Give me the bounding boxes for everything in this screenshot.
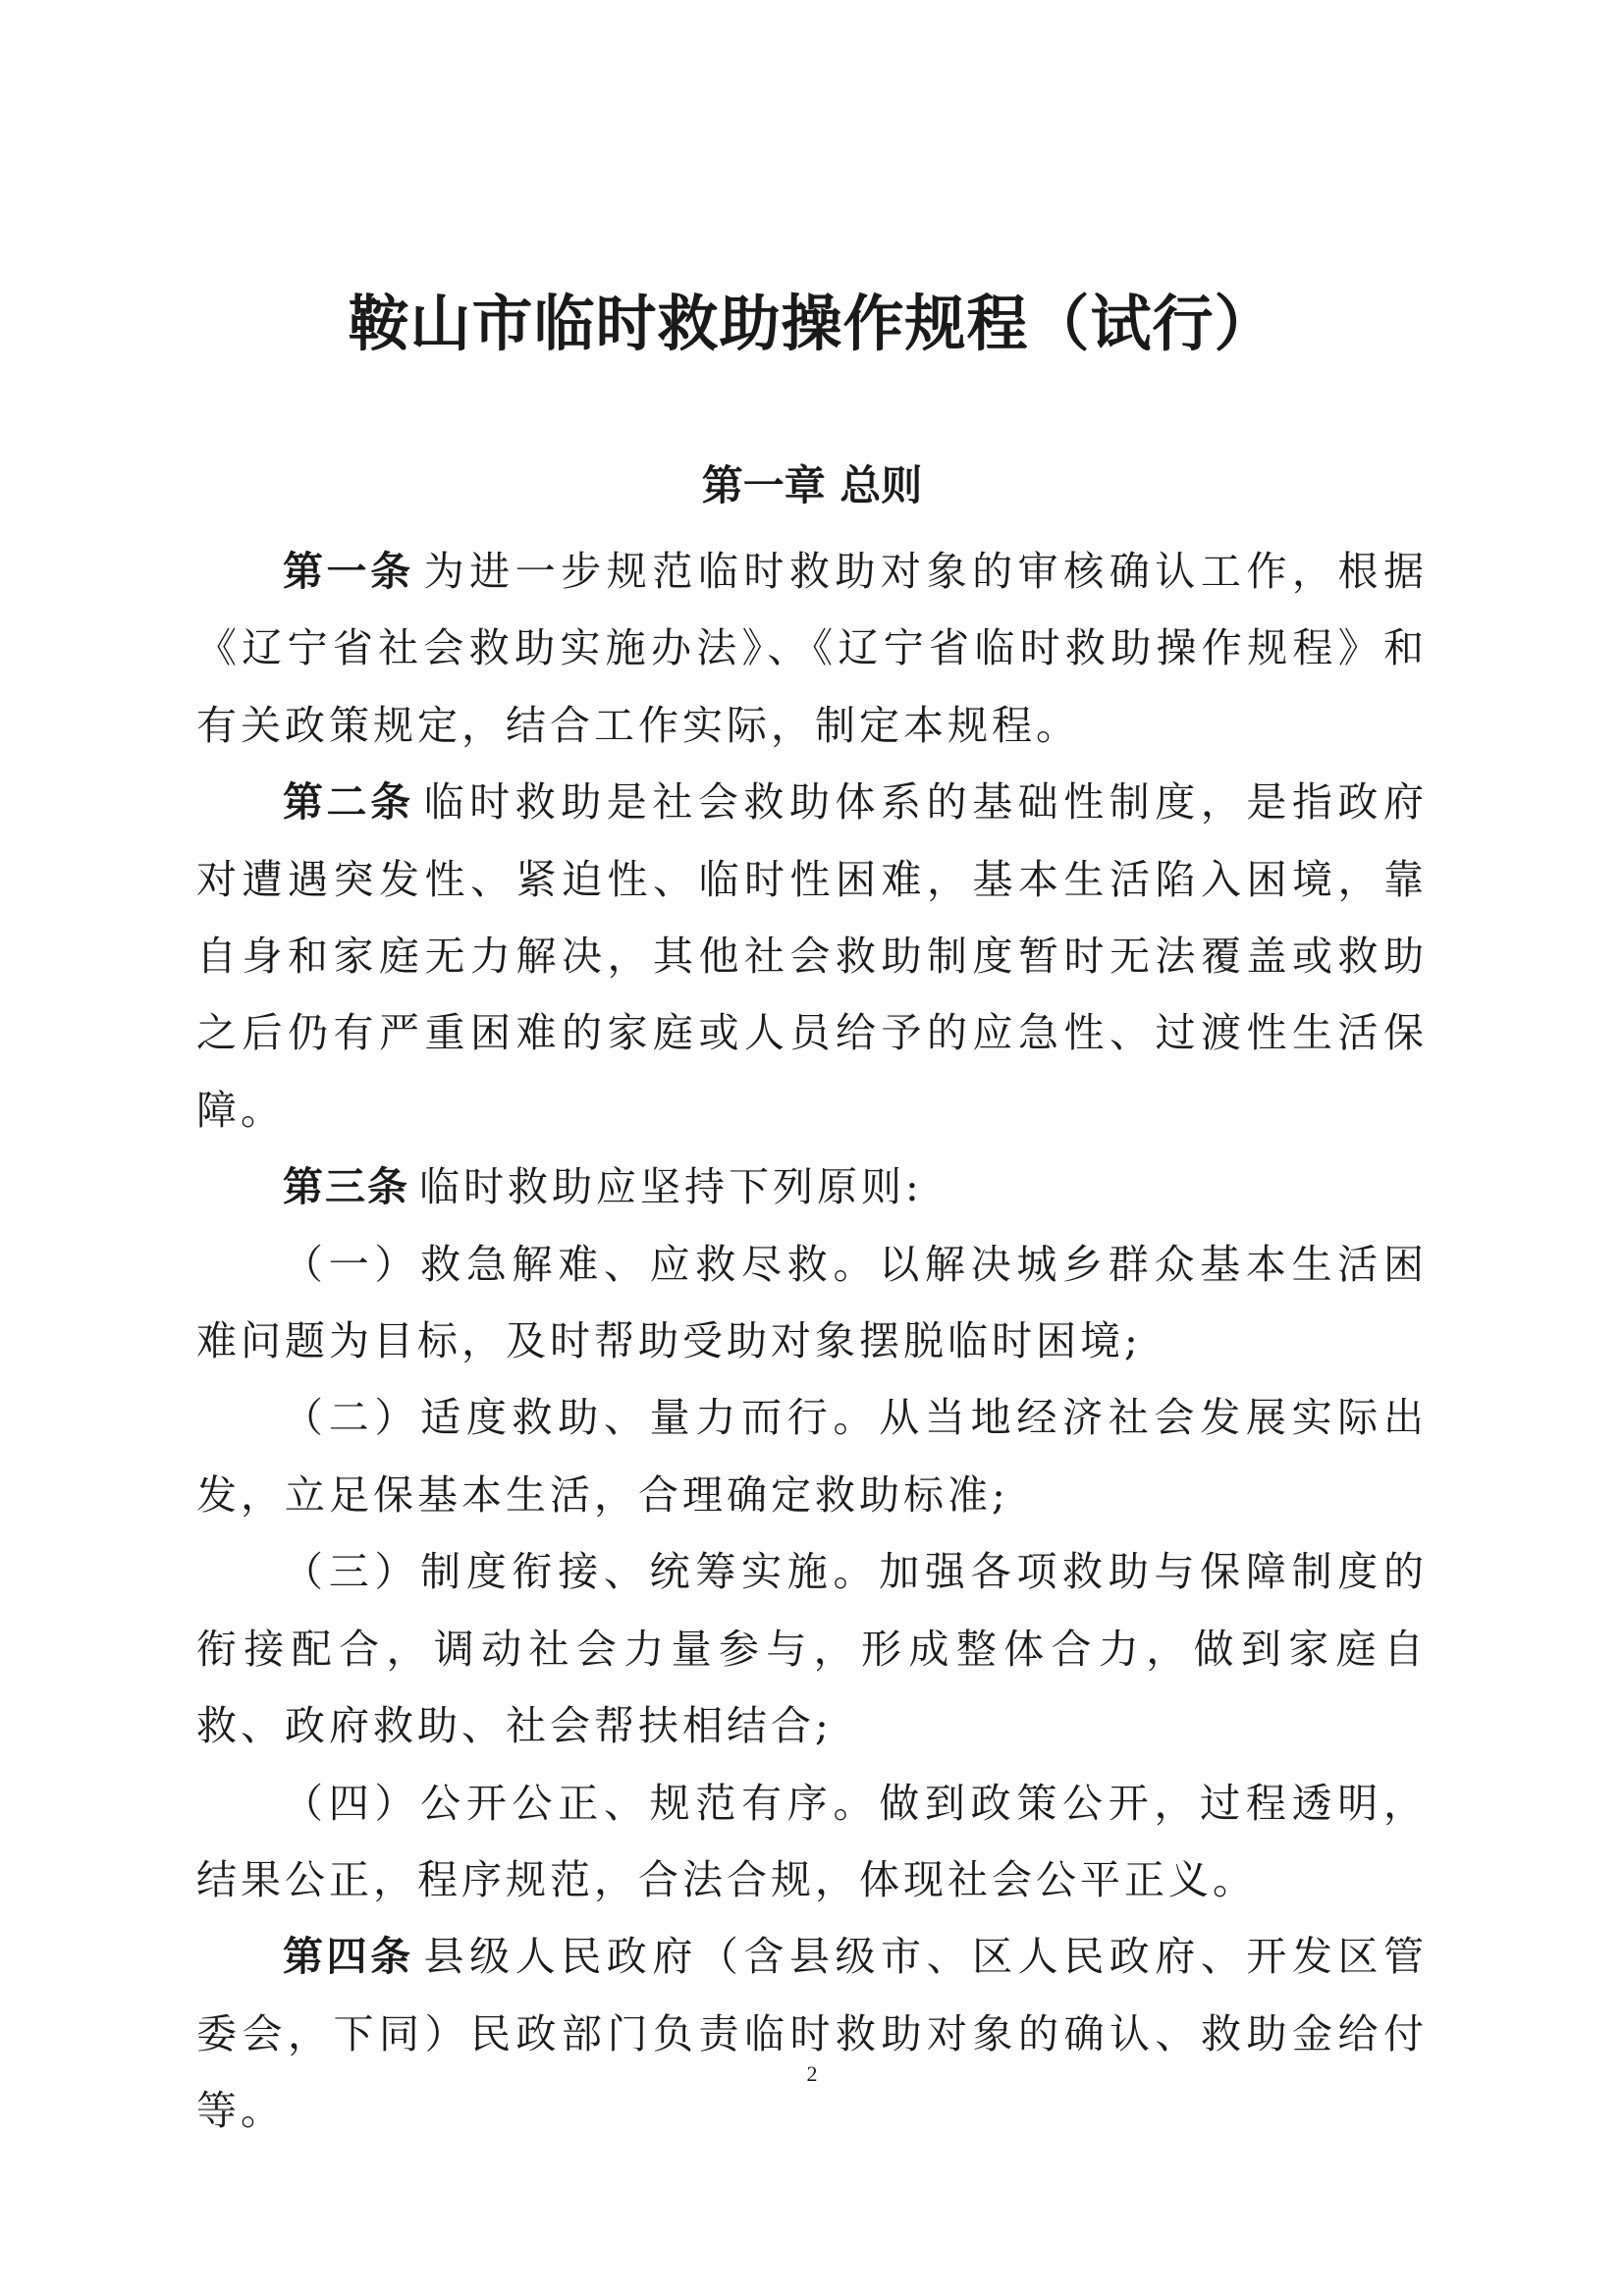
principle-2 bbox=[196, 1379, 1428, 1533]
article-heading: 第四条 bbox=[283, 1933, 414, 1981]
article-text: 县级人民政府（含县级市、区人民政府、开发区管委会，下同）民政部门负责临时救助对象的确认、救助金给付等。 bbox=[196, 1933, 1428, 2135]
principle-4 bbox=[196, 1765, 1428, 1919]
principle-3 bbox=[196, 1533, 1428, 1764]
article-2 bbox=[196, 764, 1428, 1148]
document-title: 鞍山市临时救助操作规程（试行） bbox=[348, 288, 1276, 359]
body-text bbox=[196, 533, 1428, 2150]
article-heading: 第一条 bbox=[283, 548, 414, 595]
article-3 bbox=[196, 1148, 1428, 1225]
page-number: 2 bbox=[806, 2061, 818, 2086]
principle-text: （二）适度救助、量力而行。从当地经济社会发展实际出发，立足保基本生活，合理确定救助标准; bbox=[196, 1394, 1428, 1519]
article-4 bbox=[196, 1918, 1428, 2149]
article-text: 临时救助应坚持下列原则: bbox=[419, 1163, 923, 1211]
chapter-heading: 第一章 总则 bbox=[701, 461, 923, 509]
article-heading: 第二条 bbox=[283, 778, 414, 827]
article-text: 为进一步规范临时救助对象的审核确认工作，根据《辽宁省社会救助实施办法》、《辽宁省临时救助操作规程》和有关政策规定，结合工作实际，制定本规程。 bbox=[196, 548, 1428, 749]
principle-text: （一）救急解难、应救尽救。以解决城乡群众基本生活困难问题为目标，及时帮助受助对象摆脱临时困境; bbox=[196, 1240, 1428, 1365]
principle-1 bbox=[196, 1226, 1428, 1380]
article-text: 临时救助是社会救助体系的基础性制度，是指政府对遭遇突发性、紧迫性、临时性困难，基本生活陷入困境，靠自身和家庭无力解决，其他社会救助制度暂时无法覆盖或救助之后仍有严重困难的家庭或人员给予的应急性、过渡性生活保障。 bbox=[196, 778, 1428, 1134]
article-heading: 第三条 bbox=[283, 1163, 409, 1211]
article-1 bbox=[196, 533, 1428, 764]
principle-text: （四）公开公正、规范有序。做到政策公开，过程透明，结果公正，程序规范，合法合规，体现社会公平正义。 bbox=[196, 1779, 1428, 1903]
principle-text: （三）制度衔接、统筹实施。加强各项救助与保障制度的衔接配合，调动社会力量参与，形成整体合力，做到家庭自救、政府救助、社会帮扶相结合; bbox=[196, 1548, 1428, 1750]
